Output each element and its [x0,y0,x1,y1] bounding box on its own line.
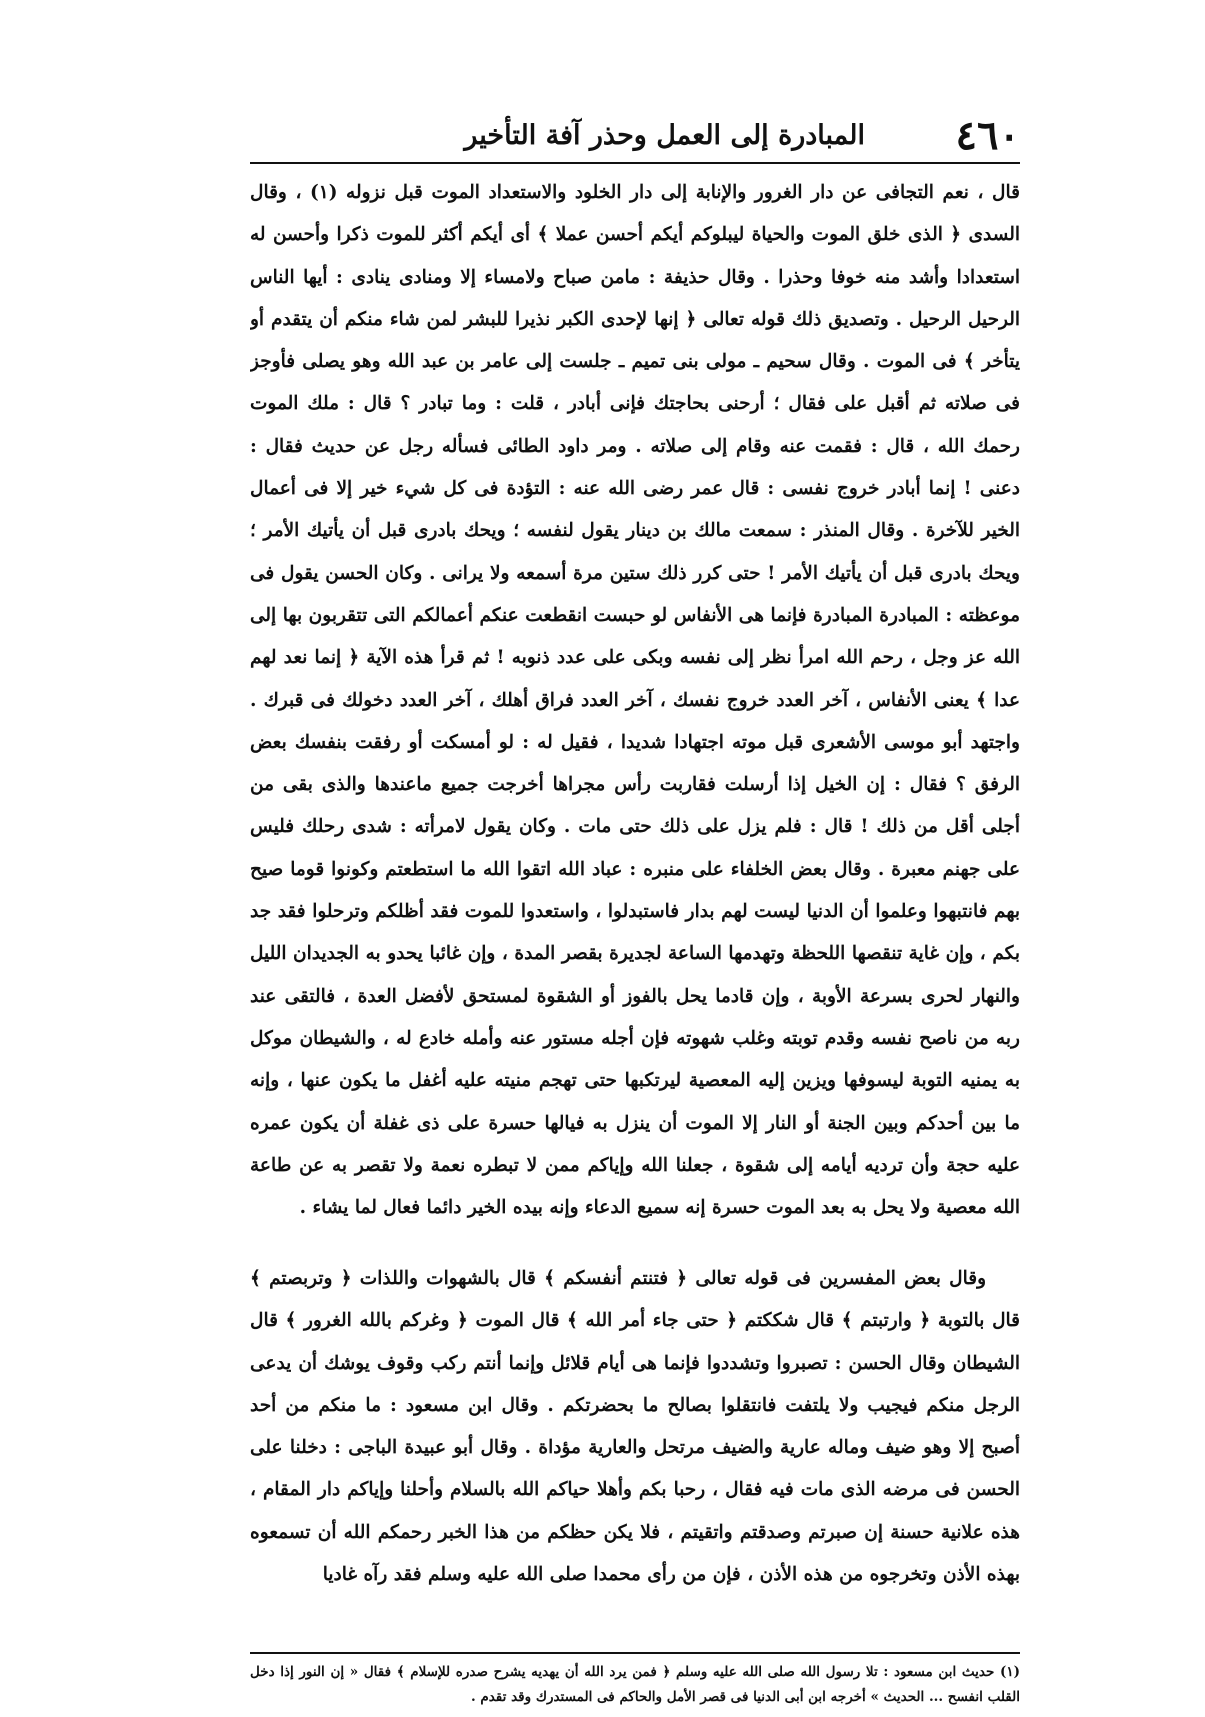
header-divider [250,162,1020,164]
page-number: ٤٦٠ [955,112,1020,159]
paragraph-2: وقال بعض المفسرين فى قوله تعالى ﴿ فتنتم أنفسكم ﴾ قال بالشهوات واللذات ﴿ وتربصتم ﴾ قال بالتوبة ﴿ وارتبتم ﴾ قال شككتم ﴿ حتى جاء أمر الله ﴾ قال الموت ﴿ وغركم بالله الغرور ﴾ قال الشيطان وقال الحسن : تصبروا وتشددوا فإنما هى أيام قلائل وإنما أنتم ركب وقوف يوشك أن يدعى الرجل منكم فيجيب ولا يلتفت فانتقلوا بصالح ما بحضرتكم . وقال ابن مسعود : ما منكم من أحد أصبح إلا وهو ضيف وماله عارية والضيف مرتحل والعارية مؤداة . وقال أبو عبيدة الباجى : دخلنا على الحسن فى مرضه الذى مات فيه فقال ، رحبا بكم وأهلا حياكم الله بالسلام وأحلنا وإياكم دار المقام ، هذه علانية حسنة إن صبرتم وصدقتم واتقيتم ، فلا يكن حظكم من هذا الخبر رحمكم الله أن تسمعوه بهذه الأذن وتخرجوه من هذه الأذن ، فإن من رأى محمدا صلى الله عليه وسلم فقد رآه غاديا [250,1268,1020,1586]
paragraph-gap [250,1236,1020,1258]
paragraph-1: قال ، نعم التجافى عن دار الغرور والإنابة إلى دار الخلود والاستعداد الموت قبل نزوله (١) ، وقال السدى ﴿ الذى خلق الموت والحياة ليبلوكم أيكم أحسن عملا ﴾ أى أيكم أكثر للموت ذكرا وأحسن له استعدادا وأشد منه خوفا وحذرا . وقال حذيفة : مامن صباح ولامساء إلا ومنادى ينادى : أيها الناس الرحيل الرحيل . وتصديق ذلك قوله تعالى ﴿ إنها لإحدى الكبر نذيرا للبشر لمن شاء منكم أن يتقدم أو يتأخر ﴾ فى الموت . وقال سحيم ـ مولى بنى تميم ـ جلست إلى عامر بن عبد الله وهو يصلى فأوجز فى صلاته ثم أقبل على فقال ؛ أرحنى بحاجتك فإنى أبادر ، قلت : وما تبادر ؟ قال : ملك الموت رحمك الله ، قال : فقمت عنه وقام إلى صلاته . ومر داود الطائى فسأله رجل عن حديث فقال : دعنى ! إنما أبادر خروج نفسى : قال عمر رضى الله عنه : التؤدة فى كل شيء خير إلا فى أعمال الخير للآخرة . وقال المنذر : سمعت مالك بن دينار يقول لنفسه ؛ ويحك بادرى قبل أن يأتيك الأمر ؛ ويحك بادرى قبل أن يأتيك الأمر ! حتى كرر ذلك ستين مرة أسمعه ولا يرانى . وكان الحسن يقول فى موعظته : المبادرة المبادرة فإنما هى الأنفاس لو حبست انقطعت عنكم أعمالكم التى تتقربون بها إلى الله عز وجل ، رحم الله امرأ نظر إلى نفسه وبكى على عدد ذنوبه ! ثم قرأ هذه الآية ﴿ إنما نعد لهم عدا ﴾ يعنى الأنفاس ، آخر العدد خروج نفسك ، آخر العدد فراق أهلك ، آخر العدد دخولك فى قبرك . واجتهد أبو موسى الأشعرى قبل موته اجتهادا شديدا ، فقيل له : لو أمسكت أو رفقت بنفسك بعض الرفق ؟ فقال : إن الخيل إذا أرسلت فقاربت رأس مجراها أخرجت جميع ماعندها والذى بقى من أجلى أقل من ذلك ! قال : فلم يزل على ذلك حتى مات . وكان يقول لامرأته : شدى رحلك فليس على جهنم معبرة . وقال بعض الخلفاء على منبره : عباد الله اتقوا الله ما استطعتم وكونوا قوما صيح بهم فانتبهوا وعلموا أن الدنيا ليست لهم بدار فاستبدلوا ، واستعدوا للموت فقد أظلكم وترحلوا فقد جد بكم ، وإن غاية تنقصها اللحظة وتهدمها الساعة لجديرة بقصر المدة ، وإن غائبا يحدو به الجديدان الليل والنهار لحرى بسرعة الأوبة ، وإن قادما يحل بالفوز أو الشقوة لمستحق لأفضل العدة ، فالتقى عند ربه من ناصح نفسه وقدم توبته وغلب شهوته فإن أجله مستور عنه وأمله خادع له ، والشيطان موكل به يمنيه التوبة ليسوفها ويزين إليه المعصية ليرتكبها حتى تهجم منيته عليه أغفل ما يكون عنها ، وإنه ما بين أحدكم وبين الجنة أو النار إلا الموت أن ينزل به فيالها حسرة على ذى غفلة أن يكون عمره عليه حجة وأن ترديه أيامه إلى شقوة ، جعلنا الله وإياكم ممن لا تبطره نعمة ولا تقصر به عن طاعة الله معصية ولا يحل به بعد الموت حسرة إنه سميع الدعاء وإنه بيده الخير دائما فعال لما يشاء . [250,182,1020,1219]
footnote-divider [250,1652,1020,1654]
page-header [250,110,1020,162]
running-title: المبادرة إلى العمل وحذر آفة التأخير [464,120,865,151]
main-text [250,172,1020,1670]
footnote: (١) حديث ابن مسعود : تلا رسول الله صلى الله عليه وسلم ﴿ فمن يرد الله أن يهديه يشرح صدره للإسلام ﴾ فقال « إن النور إذا دخل القلب انفسح ... الحديث » أخرجه ابن أبى الدنيا فى قصر الأمل والحاكم فى المستدرك وقد تقدم . [250,1664,1020,1705]
